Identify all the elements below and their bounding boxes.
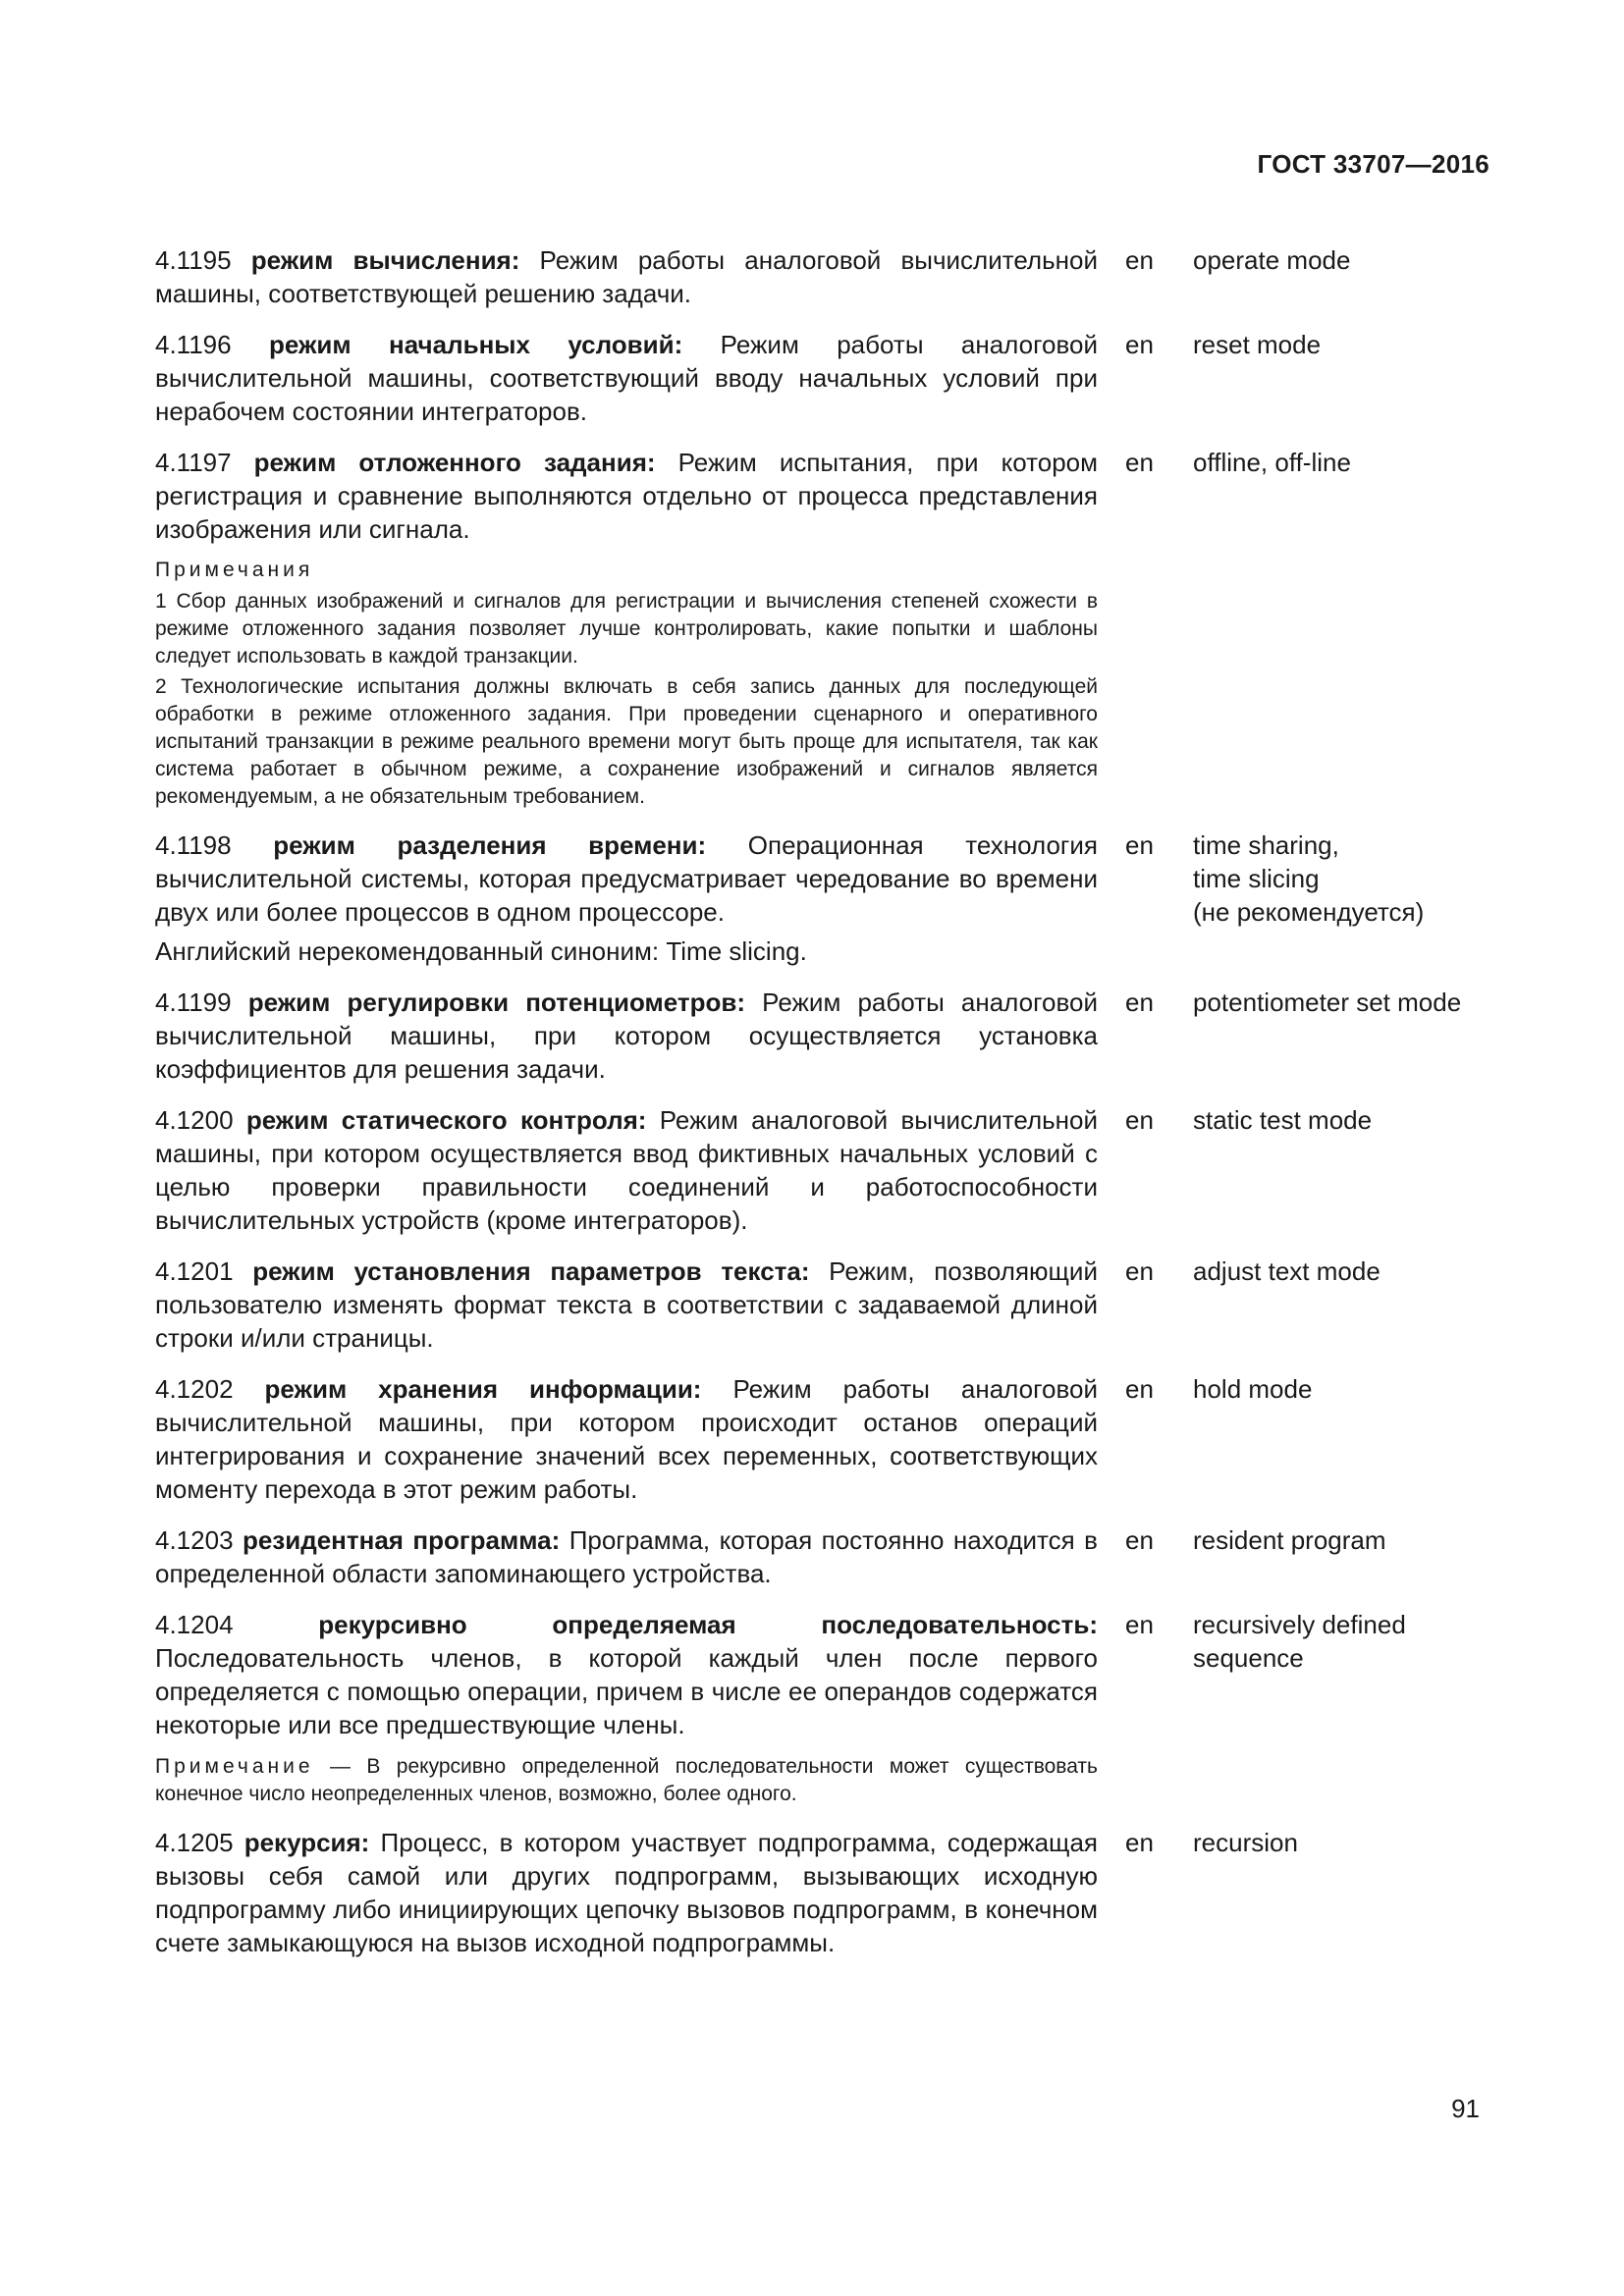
english-equivalent: time sharing, time slicing (не рекомендуется) — [1193, 830, 1425, 927]
term-definition — [155, 1255, 1098, 1355]
term-definition — [155, 1608, 1098, 1741]
language-code: en — [1125, 1610, 1154, 1639]
term-title: режим начальных условий: — [268, 330, 683, 359]
language-code: en — [1125, 1256, 1154, 1286]
term-number: 4.1202 — [155, 1374, 234, 1404]
term-entry — [155, 1826, 1517, 1959]
term-definition — [155, 446, 1098, 546]
notes-title: Примечания — [155, 559, 314, 581]
synonym-note: Английский нерекомендованный синоним: Time slicing. — [155, 936, 807, 966]
document-header: ГОСТ 33707—2016 — [1257, 149, 1489, 179]
definition-text: Режим работы аналоговой вычислительной машины, соответствующей решению задачи. — [155, 245, 1098, 308]
definition-text: Режим работы аналоговой вычислительной машины, при котором осуществляется установка коэффициентов для решения задачи. — [155, 988, 1098, 1084]
english-equivalent: potentiometer set mode — [1193, 988, 1462, 1017]
english-equivalent: static test mode — [1193, 1105, 1373, 1135]
language-code: en — [1125, 830, 1154, 860]
definition-text: Режим испытания, при котором регистрация и сравнение выполняются отдельно от процесса представления изображения или сигнала. — [155, 448, 1099, 544]
term-title: режим отложенного задания: — [253, 448, 656, 477]
term-number: 4.1205 — [155, 1828, 234, 1857]
term-definition — [155, 1372, 1098, 1506]
language-code: en — [1125, 1525, 1154, 1555]
definition-text: Режим работы аналоговой вычислительной машины, соответствующий вводу начальных условий при нерабочем состоянии интеграторов. — [155, 330, 1098, 426]
definition-text: Процесс, в котором участвует подпрограмма, содержащая вызовы себя самой или других подпрограмм, вызывающих исходную подпрограмму либо инициирующих цепочку вызовов подпрограмм, в конечном счете замыкающуюся на вызов исходной подпрограммы. — [155, 1828, 1098, 1957]
term-number: 4.1200 — [155, 1105, 234, 1135]
note-item — [155, 1753, 1098, 1808]
english-equivalent: adjust text mode — [1193, 1256, 1380, 1286]
term-definition — [155, 1826, 1098, 1959]
language-code: en — [1125, 330, 1154, 359]
term-title: режим регулировки потенциометров: — [247, 988, 746, 1017]
definition-text: Режим аналоговой вычислительной машины, при котором осуществляется ввод фиктивных начальных условий с целью проверки правильности соединений и работоспособности вычислительных устройств (кроме интеграторов). — [155, 1105, 1099, 1235]
language-code: en — [1125, 1105, 1154, 1135]
language-code: en — [1125, 448, 1154, 477]
term-entry — [155, 328, 1517, 428]
term-number: 4.1195 — [155, 245, 232, 275]
definition-text: Режим работы аналоговой вычислительной машины, при котором происходит останов операций интегрирования и сохранение значений всех переменных, соответствующих моменту перехода в этот режим работы. — [155, 1374, 1098, 1504]
term-definition — [155, 243, 1098, 310]
language-code: en — [1125, 988, 1154, 1017]
note-label: Примечание — [155, 1755, 314, 1778]
term-entry — [155, 1103, 1517, 1237]
term-definition — [155, 828, 1098, 929]
term-number: 4.1204 — [155, 1610, 234, 1639]
english-equivalent: reset mode — [1193, 330, 1322, 359]
language-code: en — [1125, 1828, 1154, 1857]
definition-text: Программа, которая постоянно находится в определенной области запоминающего устройства. — [155, 1525, 1098, 1588]
term-definition — [155, 986, 1098, 1086]
term-title: резидентная программа: — [242, 1525, 561, 1555]
term-title: режим установления параметров текста: — [252, 1256, 810, 1286]
term-number: 4.1203 — [155, 1525, 234, 1555]
term-entry — [155, 446, 1517, 811]
english-equivalent: operate mode — [1193, 245, 1351, 275]
english-equivalent: hold mode — [1193, 1374, 1313, 1404]
term-entry — [155, 1523, 1517, 1590]
definition-text: Режим, позволяющий пользователю изменять формат текста в соответствии с задаваемой длиной строки и/или страницы. — [155, 1256, 1098, 1353]
term-entry — [155, 1255, 1517, 1355]
english-equivalent: resident program — [1193, 1525, 1386, 1555]
term-definition — [155, 1103, 1098, 1237]
term-number: 4.1198 — [155, 830, 232, 860]
language-code: en — [1125, 245, 1154, 275]
term-title: режим хранения информации: — [264, 1374, 702, 1404]
english-equivalent: recursively defined sequence — [1193, 1610, 1406, 1673]
term-number: 4.1201 — [155, 1256, 234, 1286]
term-definition — [155, 328, 1098, 428]
note-item: 2 Технологические испытания должны включать в себя запись данных для последующей обработки в режиме отложенного задания. При проведении сценарного и оперативного испытаний транзакции в режиме реального времени могут быть проще для испытателя, так как система работает в обычном режиме, а сохранение изображений и сигналов является рекомендуемым, а не обязательным требованием. — [155, 675, 1098, 808]
term-entry — [155, 828, 1517, 968]
term-title: режим статического контроля: — [245, 1105, 647, 1135]
term-title: режим вычисления: — [250, 245, 520, 275]
term-title: рекурсивно определяемая последовательность: — [318, 1610, 1098, 1639]
term-entry — [155, 1372, 1517, 1506]
term-number: 4.1199 — [155, 988, 232, 1017]
note-item: 1 Сбор данных изображений и сигналов для регистрации и вычисления степеней схожести в режиме отложенного задания позволяет лучше контролировать, какие попытки и шаблоны следует использовать в каждой транзакции. — [155, 590, 1098, 667]
english-equivalent: recursion — [1193, 1828, 1298, 1857]
term-number: 4.1197 — [155, 448, 232, 477]
term-title: режим разделения времени: — [273, 830, 707, 860]
term-entry — [155, 243, 1517, 310]
english-equivalent: offline, off-line — [1193, 448, 1351, 477]
note-text: — В рекурсивно определенной последовательности может существовать конечное число неопределенных членов, возможно, более одного. — [155, 1755, 1098, 1805]
term-number: 4.1196 — [155, 330, 232, 359]
term-entry — [155, 986, 1517, 1086]
term-list — [155, 243, 1517, 1977]
definition-text: Операционная технология вычислительной системы, которая предусматривает чередование во времени двух или более процессов в одном процессоре. — [155, 830, 1098, 927]
term-definition — [155, 1523, 1098, 1590]
term-title: рекурсия: — [244, 1828, 370, 1857]
page-number: 91 — [1451, 2094, 1480, 2123]
definition-text: Последовательность членов, в которой каждый член после первого определяется с помощью операции, причем в числе ее операндов содержатся некоторые или все предшествующие члены. — [155, 1643, 1098, 1739]
term-entry — [155, 1608, 1517, 1808]
language-code: en — [1125, 1374, 1154, 1404]
